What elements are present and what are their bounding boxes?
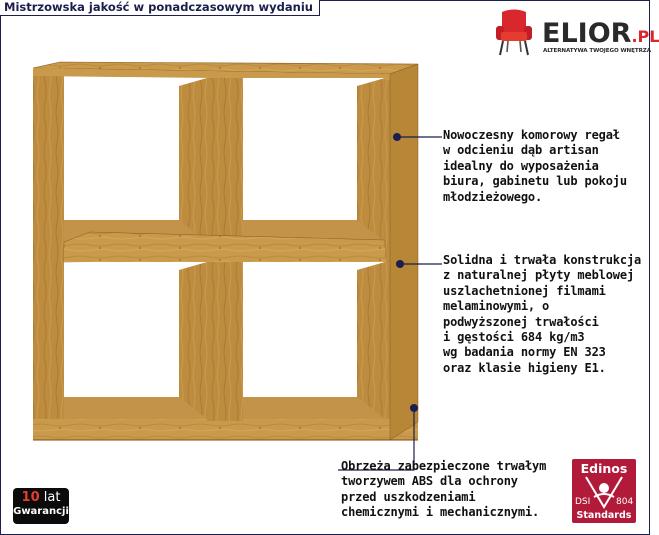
feature-description-3: Obrzeża zabezpieczone trwałym tworzywem ABS dla ochrony przed uszkodzeniami chemicznymi i mechanicznymi. [341, 459, 547, 520]
callout-dot-3 [410, 404, 418, 412]
callout-dot-2 [396, 260, 404, 268]
page-title: Mistrzowska jakość w ponadczasowym wydaniu [0, 0, 320, 16]
feature-description-1: Nowoczesny komorowy regał w odcieniu dąb artisan idealny do wyposażenia biura, gabinetu lub pokoju młodzieżowego. [443, 128, 627, 204]
warranty-badge: 10 lat Gwarancji [13, 488, 69, 524]
callout-dot-1 [393, 133, 401, 141]
logo-tagline: ALTERNATYWA TWOJEGO WNĘTRZA [543, 48, 651, 54]
logo-wordmark: ELIOR.PL [542, 18, 659, 49]
feature-description-2: Solidna i trwała konstrukcja z naturalnej płyty meblowej uszlachetnionej filmami melaminowymi, o podwyższonej trwałości i gęstości 684 kg/m3 wg badania normy EN 323 oraz klasie higieny E1. [443, 253, 642, 375]
edinos-title: Edinos [580, 461, 628, 476]
edinos-certificate-badge: Edinos DSI 804 Standards [572, 459, 636, 523]
edinos-standards: Standards [576, 510, 632, 521]
